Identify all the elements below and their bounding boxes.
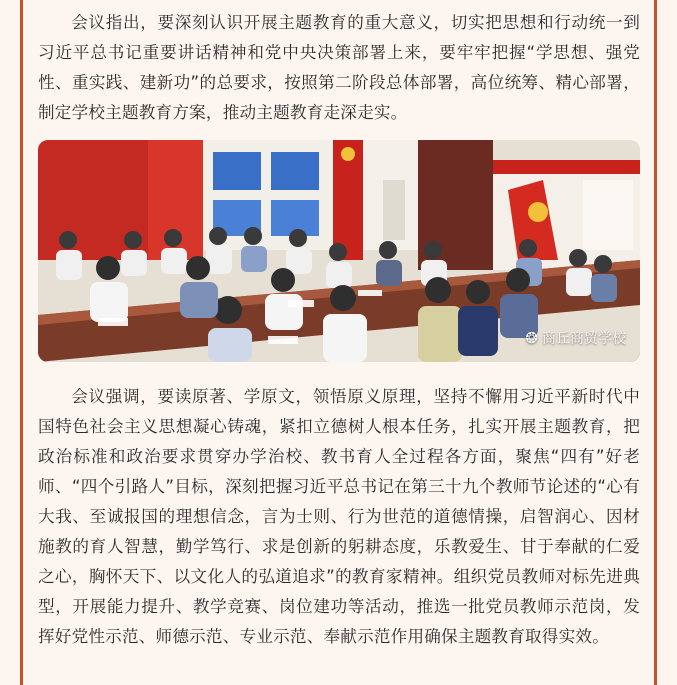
paragraph-2: 会议强调，要读原著、学原文，领悟原义原理，坚持不懈用习近平新时代中国特色社会主义思想凝心铸魂，紧扣立德树人根本任务，扎实开展主题教育，把政治标准和政治要求贯穿办学治校、教书育人全过程各方面，聚焦“四有”好老师、“四个引路人”目标，深刻把握习近平总书记在第三十九个教师节论述的“心有大我、至诚报国的理想信念，言为士则、行为世范的道德情操，启智润心、因材施教的育人智慧，勤学笃行、求是创新的躬耕态度，乐教爱生、甘于奉献的仁爱之心，胸怀天下、以文化人的弘道追求”的教育家精神。组织党员教师对标先进典型，开展能力提升、教学竞赛、岗位建功等活动，推选一批党员教师示范岗，发挥好党性示范、师德示范、专业示范、奉献示范作用确保主题教育取得实效。 <box>38 387 640 646</box>
wechat-icon: ❂ <box>525 329 538 347</box>
photo-watermark <box>525 328 626 348</box>
paragraph-1: 会议指出，要深刻认识开展主题教育的重大意义，切实把思想和行动统一到习近平总书记重要讲话精神和党中央决策部署上来，要牢牢把握“学思想、强党性、重实践、建新功”的总要求，按照第二阶段总体部署，高位统筹、精心部署，制定学校主题教育方案，推动主题教育走深走实。 <box>38 13 640 122</box>
left-border <box>20 0 23 685</box>
right-border <box>654 0 657 685</box>
meeting-photo <box>38 140 640 362</box>
watermark-text: 商丘商贸学校 <box>542 331 626 347</box>
